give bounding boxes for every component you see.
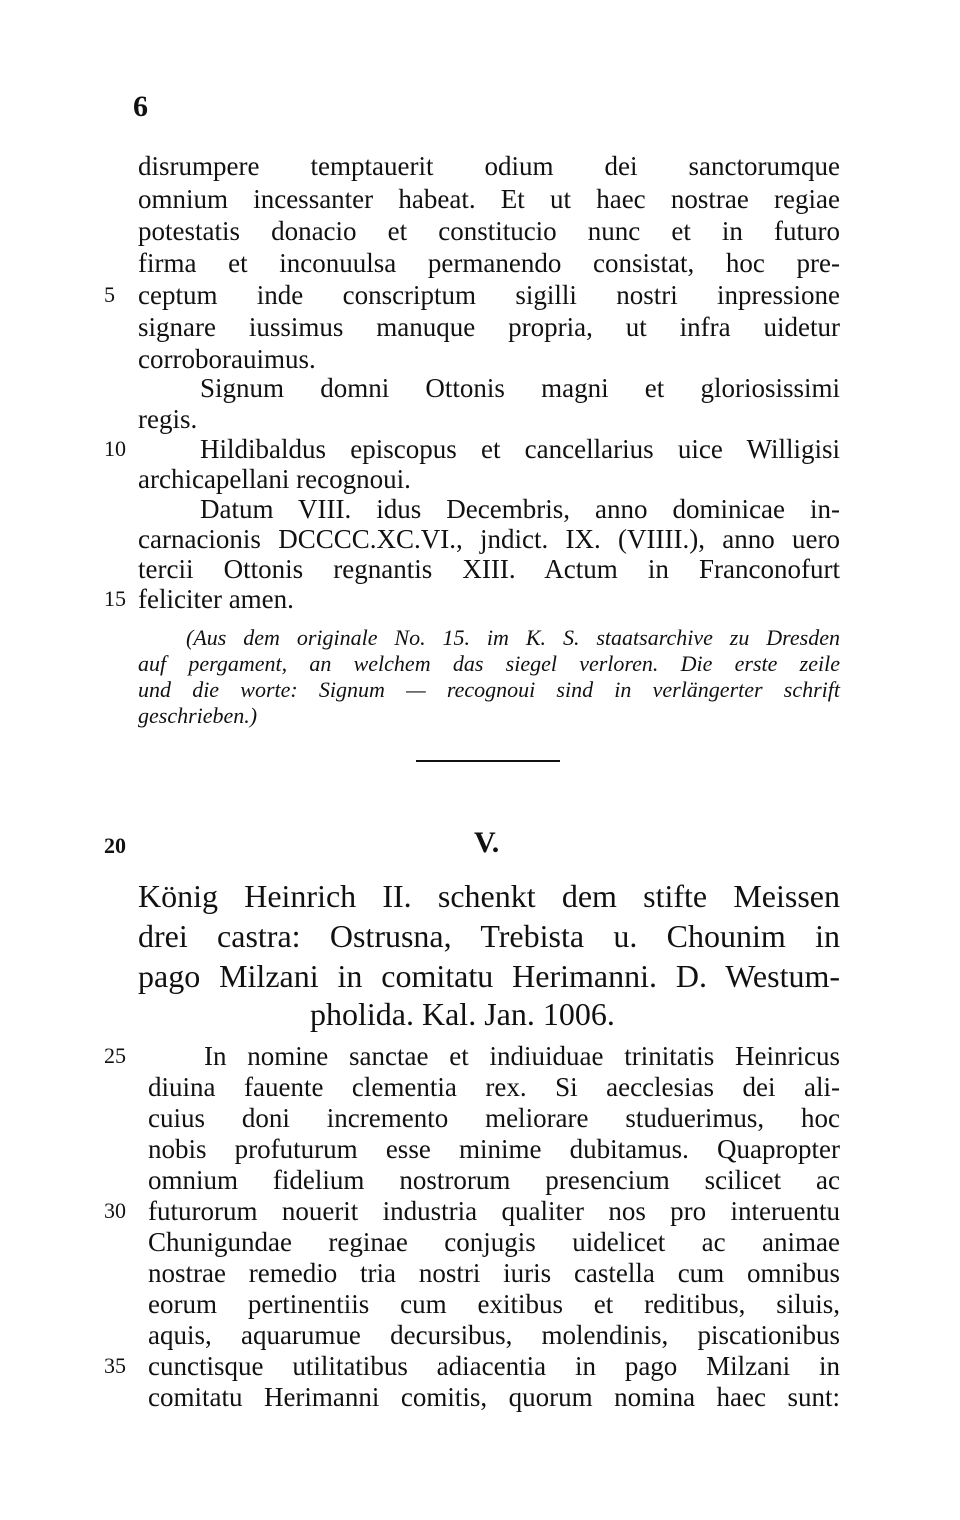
text-line: In nomine sanctae et indiuiduae trinitatis Heinricus [204, 1041, 840, 1071]
text-line: feliciter amen. [138, 584, 294, 614]
note-line: geschrieben.) [138, 703, 258, 728]
line-number: 20 [104, 833, 126, 858]
note-line: (Aus dem originale No. 15. im K. S. staatsarchive zu Dresden [186, 625, 840, 650]
note-line: und die worte: Signum — recognoui sind in verlängerter schrift [138, 677, 840, 702]
text-line: signare iussimus manuque propria, ut infra uidetur [138, 312, 840, 342]
text-line: ceptum inde conscriptum sigilli nostri inpressione [138, 280, 840, 310]
line-number: 35 [104, 1353, 126, 1378]
note-line: auf pergament, an welchem das siegel verloren. Die erste zeile [138, 651, 840, 676]
text-line: Datum VIII. idus Decembris, anno dominicae in- [200, 494, 840, 524]
text-line: corroborauimus. [138, 344, 316, 374]
text-line: diuina fauente clementia rex. Si aecclesias dei ali- [148, 1072, 840, 1102]
text-line: omnium incessanter habeat. Et ut haec nostrae regiae [138, 184, 840, 214]
text-line: nobis profuturum esse minime dubitamus. Quapropter [148, 1134, 840, 1164]
heading-line: drei castra: Ostrusna, Trebista u. Chounim in [138, 918, 840, 954]
text-line: carnacionis DCCCC.XC.VI., jndict. IX. (VIIII.), anno uero [138, 524, 840, 554]
text-line: eorum pertinentiis cum exitibus et reditibus, siluis, [148, 1289, 840, 1319]
line-number: 5 [104, 282, 115, 307]
heading-line: König Heinrich II. schenkt dem stifte Meissen [138, 878, 840, 914]
text-line: Hildibaldus episcopus et cancellarius uice Willigisi [200, 434, 840, 464]
heading-line: pago Milzani in comitatu Herimanni. D. Westum- [138, 958, 840, 994]
text-line: disrumpere temptauerit odium dei sanctorumque [138, 151, 840, 181]
text-line: aquis, aquarumue decursibus, molendinis, piscationibus [148, 1320, 840, 1350]
line-number: 30 [104, 1198, 126, 1223]
text-line: nostrae remedio tria nostri iuris castella cum omnibus [148, 1258, 840, 1288]
text-line: firma et inconuulsa permanendo consistat, hoc pre- [138, 248, 840, 278]
line-number: 10 [104, 436, 126, 461]
text-line: comitatu Herimanni comitis, quorum nomina haec sunt: [148, 1382, 840, 1412]
text-line: archicapellani recognoui. [138, 464, 411, 494]
text-line: Signum domni Ottonis magni et gloriosissimi [200, 373, 840, 403]
section-divider [416, 760, 560, 762]
heading-line: pholida. Kal. Jan. 1006. [310, 996, 615, 1032]
text-line: potestatis donacio et constitucio nunc et in futuro [138, 216, 840, 246]
document-number: V. [474, 826, 500, 859]
page-number: 6 [133, 90, 148, 123]
text-line: omnium fidelium nostrorum presencium scilicet ac [148, 1165, 840, 1195]
text-line: Chunigundae reginae conjugis uidelicet ac animae [148, 1227, 840, 1257]
line-number: 15 [104, 586, 126, 611]
text-line: tercii Ottonis regnantis XIII. Actum in Franconofurt [138, 554, 840, 584]
text-line: cunctisque utilitatibus adiacentia in pago Milzani in [148, 1351, 840, 1381]
text-line: cuius doni incremento meliorare studuerimus, hoc [148, 1103, 840, 1133]
text-line: regis. [138, 404, 198, 434]
text-line: futurorum nouerit industria qualiter nos pro interuentu [148, 1196, 840, 1226]
line-number: 25 [104, 1043, 126, 1068]
